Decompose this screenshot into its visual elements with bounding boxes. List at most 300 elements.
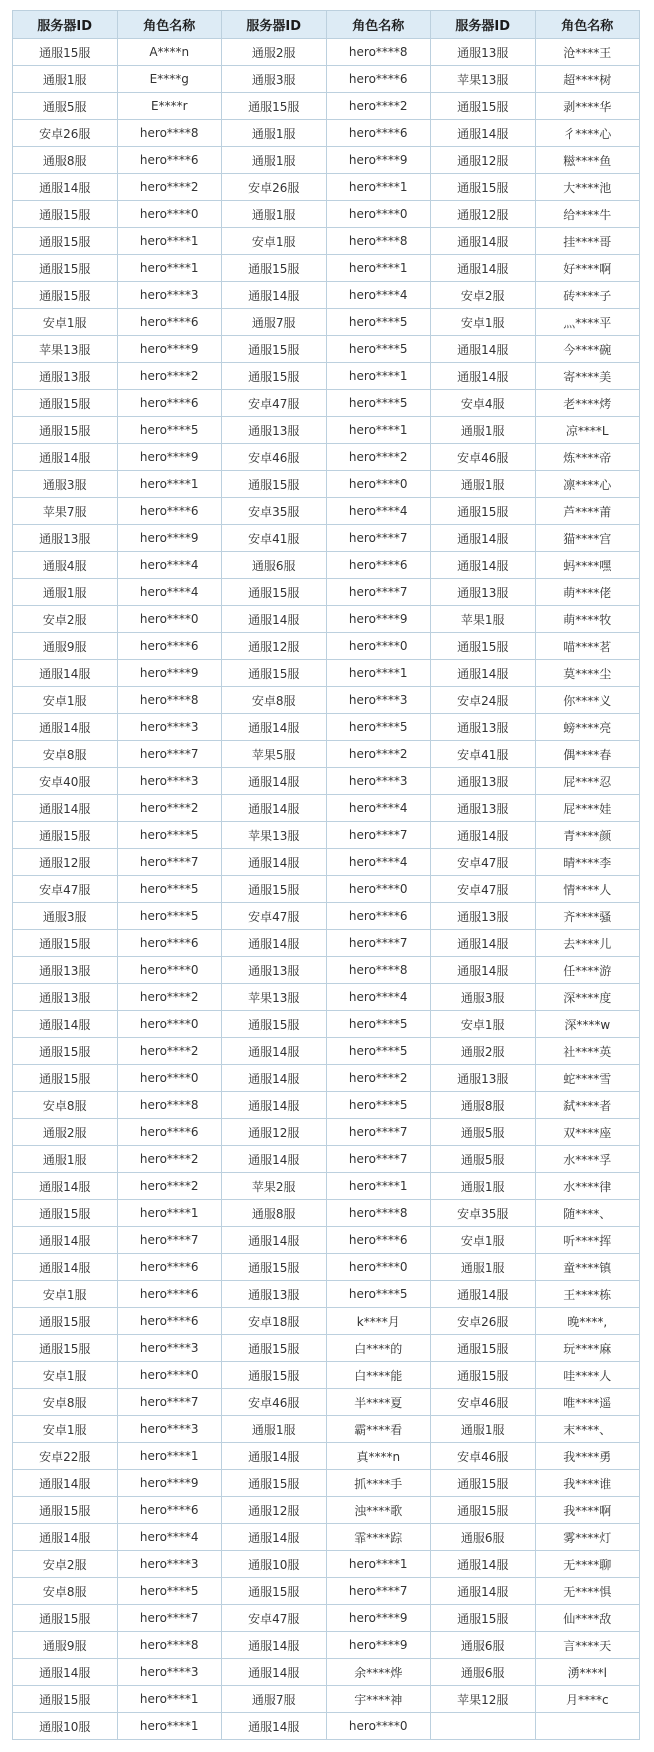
role-name-cell: hero****0 (117, 1065, 222, 1092)
role-name-cell: hero****6 (117, 1497, 222, 1524)
server-id-cell: 安卓24服 (431, 687, 536, 714)
role-name-cell: hero****7 (326, 822, 431, 849)
server-id-cell: 通服3服 (222, 66, 327, 93)
server-id-cell: 通服13服 (13, 525, 118, 552)
role-name-cell: 晚****, (535, 1308, 640, 1335)
role-name-cell: 湧****l (535, 1659, 640, 1686)
role-name-cell: 社****英 (535, 1038, 640, 1065)
role-name-cell: 凛****心 (535, 471, 640, 498)
server-id-cell: 安卓1服 (13, 687, 118, 714)
server-id-cell: 通服14服 (431, 120, 536, 147)
role-name-cell: hero****1 (117, 1686, 222, 1713)
server-id-cell: 通服14服 (431, 660, 536, 687)
role-name-cell: hero****8 (117, 687, 222, 714)
role-name-cell: hero****9 (117, 336, 222, 363)
server-id-cell: 通服14服 (222, 1443, 327, 1470)
role-name-cell: hero****6 (117, 1254, 222, 1281)
role-name-cell: hero****0 (326, 633, 431, 660)
role-name-cell: hero****6 (326, 903, 431, 930)
server-id-cell: 通服12服 (431, 201, 536, 228)
server-id-cell: 通服1服 (431, 471, 536, 498)
role-name-cell: 凉****L (535, 417, 640, 444)
table-row (13, 1362, 640, 1389)
role-name-cell: hero****3 (117, 1659, 222, 1686)
server-id-cell: 安卓46服 (222, 1389, 327, 1416)
role-name-cell: hero****1 (326, 1551, 431, 1578)
table-row (13, 1389, 640, 1416)
server-id-cell: 通服15服 (13, 930, 118, 957)
role-name-cell: hero****7 (326, 930, 431, 957)
server-id-cell: 通服14服 (222, 849, 327, 876)
table-row (13, 552, 640, 579)
role-name-cell: 偶****春 (535, 741, 640, 768)
server-id-cell: 通服15服 (431, 1605, 536, 1632)
server-id-cell: 安卓22服 (13, 1443, 118, 1470)
role-name-cell: hero****0 (326, 1254, 431, 1281)
role-name-cell: hero****2 (117, 1173, 222, 1200)
role-name-cell: hero****0 (326, 201, 431, 228)
table-row (13, 1281, 640, 1308)
server-id-cell: 安卓46服 (431, 1389, 536, 1416)
table-row (13, 147, 640, 174)
server-id-cell: 安卓47服 (431, 849, 536, 876)
role-name-cell: hero****3 (117, 714, 222, 741)
role-name-cell: 弑****者 (535, 1092, 640, 1119)
server-id-cell: 安卓46服 (222, 444, 327, 471)
table-row (13, 1308, 640, 1335)
server-id-cell: 通服9服 (13, 633, 118, 660)
role-name-cell: 玩****麻 (535, 1335, 640, 1362)
table-row (13, 1470, 640, 1497)
role-name-cell: 莫****尘 (535, 660, 640, 687)
server-id-cell: 通服14服 (431, 822, 536, 849)
table-row (13, 390, 640, 417)
role-name-cell: hero****4 (326, 282, 431, 309)
role-name-cell: hero****4 (117, 552, 222, 579)
server-id-cell: 通服13服 (431, 714, 536, 741)
server-id-cell: 安卓1服 (431, 309, 536, 336)
table-row (13, 822, 640, 849)
table-row (13, 660, 640, 687)
table-row (13, 417, 640, 444)
role-name-cell: 双****座 (535, 1119, 640, 1146)
server-id-cell: 通服15服 (431, 1362, 536, 1389)
server-id-cell: 通服15服 (13, 39, 118, 66)
server-id-cell: 通服14服 (431, 552, 536, 579)
server-id-cell: 通服14服 (222, 1524, 327, 1551)
server-id-cell: 通服4服 (13, 552, 118, 579)
server-id-cell: 通服7服 (222, 1686, 327, 1713)
role-name-cell: hero****1 (117, 255, 222, 282)
server-id-cell: 通服13服 (222, 957, 327, 984)
role-name-cell: hero****7 (326, 1146, 431, 1173)
role-name-cell: hero****3 (326, 768, 431, 795)
server-id-cell: 安卓8服 (13, 741, 118, 768)
server-id-cell: 通服15服 (431, 1470, 536, 1497)
server-id-cell: 通服15服 (222, 336, 327, 363)
server-id-cell: 通服14服 (222, 930, 327, 957)
server-id-cell: 通服13服 (431, 39, 536, 66)
server-id-cell: 通服7服 (222, 309, 327, 336)
role-name-cell: hero****2 (326, 444, 431, 471)
table-row (13, 1551, 640, 1578)
server-id-cell: 通服14服 (431, 255, 536, 282)
server-id-cell: 通服14服 (13, 1254, 118, 1281)
table-row (13, 66, 640, 93)
server-id-cell: 通服14服 (222, 1659, 327, 1686)
server-id-cell: 苹果5服 (222, 741, 327, 768)
col-header-server-id: 服务器ID (13, 11, 118, 39)
col-header-server-id: 服务器ID (431, 11, 536, 39)
role-name-cell: hero****4 (326, 849, 431, 876)
role-name-cell: hero****2 (326, 1065, 431, 1092)
server-id-cell: 通服14服 (222, 768, 327, 795)
server-id-cell: 苹果7服 (13, 498, 118, 525)
table-row (13, 1065, 640, 1092)
role-name-cell: hero****1 (117, 228, 222, 255)
role-name-cell: hero****6 (117, 390, 222, 417)
role-name-cell: 我****啊 (535, 1497, 640, 1524)
table-row (13, 498, 640, 525)
role-name-cell: hero****5 (117, 1578, 222, 1605)
server-id-cell: 通服14服 (13, 660, 118, 687)
role-name-cell: hero****7 (117, 741, 222, 768)
server-id-cell: 通服8服 (222, 1200, 327, 1227)
role-name-cell: hero****6 (326, 552, 431, 579)
server-id-cell: 安卓46服 (431, 1443, 536, 1470)
server-id-cell: 通服2服 (431, 1038, 536, 1065)
server-id-cell: 通服15服 (431, 93, 536, 120)
server-id-cell: 通服14服 (13, 1524, 118, 1551)
role-name-cell: hero****2 (117, 174, 222, 201)
role-name-cell: 你****义 (535, 687, 640, 714)
role-name-cell: 去****儿 (535, 930, 640, 957)
role-name-cell: 月****c (535, 1686, 640, 1713)
table-row (13, 336, 640, 363)
table-row (13, 1227, 640, 1254)
role-name-cell: 言****天 (535, 1632, 640, 1659)
server-id-cell: 通服14服 (13, 444, 118, 471)
role-name-cell: hero****1 (326, 1173, 431, 1200)
server-id-cell: 通服15服 (431, 174, 536, 201)
server-id-cell: 通服1服 (13, 579, 118, 606)
role-name-cell: 王****栋 (535, 1281, 640, 1308)
role-name-cell: 情****人 (535, 876, 640, 903)
role-name-cell: hero****5 (326, 1281, 431, 1308)
server-id-cell: 安卓8服 (13, 1578, 118, 1605)
role-name-cell: hero****5 (117, 903, 222, 930)
server-id-cell: 安卓26服 (13, 120, 118, 147)
role-name-cell: hero****8 (326, 228, 431, 255)
server-id-cell: 通服15服 (13, 1686, 118, 1713)
server-id-cell: 安卓2服 (431, 282, 536, 309)
server-id-cell: 安卓1服 (13, 309, 118, 336)
role-name-cell: hero****5 (117, 822, 222, 849)
server-id-cell: 通服6服 (431, 1632, 536, 1659)
table-row (13, 1092, 640, 1119)
server-id-cell: 通服12服 (13, 849, 118, 876)
server-id-cell: 通服1服 (431, 1173, 536, 1200)
server-id-cell: 通服15服 (13, 390, 118, 417)
table-row (13, 174, 640, 201)
server-id-cell: 通服14服 (431, 1578, 536, 1605)
role-name-cell: 挂****哥 (535, 228, 640, 255)
server-id-cell: 通服14服 (13, 174, 118, 201)
server-id-cell: 安卓1服 (222, 228, 327, 255)
server-id-cell: 通服15服 (13, 228, 118, 255)
role-name-cell: hero****6 (117, 930, 222, 957)
server-id-cell: 安卓35服 (222, 498, 327, 525)
server-id-cell: 安卓47服 (13, 876, 118, 903)
server-id-cell: 通服1服 (222, 201, 327, 228)
role-name-cell: hero****6 (117, 147, 222, 174)
server-id-cell: 通服5服 (431, 1146, 536, 1173)
role-name-cell: hero****0 (117, 957, 222, 984)
table-row (13, 579, 640, 606)
role-name-cell: hero****7 (326, 1119, 431, 1146)
role-name-cell: hero****7 (326, 525, 431, 552)
server-id-cell: 苹果2服 (222, 1173, 327, 1200)
role-name-cell: hero****1 (326, 255, 431, 282)
server-id-cell: 通服15服 (222, 579, 327, 606)
role-name-cell: hero****6 (117, 309, 222, 336)
server-id-cell: 通服15服 (222, 1011, 327, 1038)
server-id-cell: 通服14服 (222, 1065, 327, 1092)
role-name-cell: 晴****李 (535, 849, 640, 876)
table-row (13, 309, 640, 336)
role-name-cell: hero****5 (326, 309, 431, 336)
role-name-cell: hero****2 (326, 741, 431, 768)
server-id-cell: 通服1服 (13, 66, 118, 93)
role-name-cell: 萌****牧 (535, 606, 640, 633)
role-name-cell: A****n (117, 39, 222, 66)
role-name-cell: hero****6 (326, 120, 431, 147)
table-row (13, 1146, 640, 1173)
server-id-cell: 通服14服 (222, 714, 327, 741)
server-id-cell: 通服5服 (13, 93, 118, 120)
server-id-cell: 安卓2服 (13, 606, 118, 633)
role-name-cell: 芦****莆 (535, 498, 640, 525)
server-id-cell: 安卓8服 (13, 1092, 118, 1119)
role-name-cell: 白****能 (326, 1362, 431, 1389)
role-name-cell: hero****9 (326, 1605, 431, 1632)
role-name-cell: hero****6 (117, 1308, 222, 1335)
server-id-cell: 安卓47服 (222, 1605, 327, 1632)
table-row (13, 1443, 640, 1470)
header-row (13, 11, 640, 39)
table-row (13, 768, 640, 795)
role-name-cell: hero****8 (326, 1200, 431, 1227)
role-name-cell: 今****碗 (535, 336, 640, 363)
role-name-cell: hero****9 (117, 525, 222, 552)
role-name-cell: 浊****歌 (326, 1497, 431, 1524)
role-name-cell: 给****牛 (535, 201, 640, 228)
role-name-cell: hero****1 (326, 417, 431, 444)
server-id-cell: 通服8服 (13, 147, 118, 174)
table-row (13, 39, 640, 66)
role-name-cell: 霸****看 (326, 1416, 431, 1443)
role-name-cell: hero****3 (117, 1416, 222, 1443)
role-name-cell: hero****0 (117, 201, 222, 228)
server-id-cell: 通服14服 (222, 1632, 327, 1659)
table-row (13, 1632, 640, 1659)
table-row (13, 984, 640, 1011)
server-id-cell: 安卓1服 (13, 1362, 118, 1389)
server-id-cell: 通服15服 (222, 93, 327, 120)
server-id-cell: 安卓4服 (431, 390, 536, 417)
server-id-cell: 通服14服 (13, 1470, 118, 1497)
server-id-cell: 通服1服 (13, 1146, 118, 1173)
role-name-cell: 真****n (326, 1443, 431, 1470)
table-row (13, 633, 640, 660)
server-id-cell: 通服15服 (431, 498, 536, 525)
server-id-cell: 通服10服 (222, 1551, 327, 1578)
role-name-cell: 好****啊 (535, 255, 640, 282)
server-id-cell: 通服15服 (222, 660, 327, 687)
server-id-cell: 通服15服 (13, 1605, 118, 1632)
server-id-cell: 通服15服 (222, 1578, 327, 1605)
server-id-cell: 通服14服 (222, 606, 327, 633)
role-name-cell: 水****律 (535, 1173, 640, 1200)
server-id-cell: 通服15服 (13, 1200, 118, 1227)
server-id-cell: 通服12服 (222, 633, 327, 660)
server-id-cell: 安卓1服 (13, 1416, 118, 1443)
role-name-cell: 霏****踪 (326, 1524, 431, 1551)
table-row (13, 687, 640, 714)
server-id-cell: 通服14服 (431, 525, 536, 552)
server-id-cell: 安卓8服 (13, 1389, 118, 1416)
server-id-cell: 通服2服 (13, 1119, 118, 1146)
role-name-cell: 砖****子 (535, 282, 640, 309)
table-row (13, 525, 640, 552)
table-row (13, 1038, 640, 1065)
role-name-cell: k****月 (326, 1308, 431, 1335)
role-name-cell: hero****6 (117, 1119, 222, 1146)
server-id-cell: 通服15服 (222, 876, 327, 903)
role-name-cell: hero****7 (326, 579, 431, 606)
role-name-cell: hero****6 (326, 1227, 431, 1254)
server-id-cell: 安卓1服 (431, 1227, 536, 1254)
role-name-cell: 超****树 (535, 66, 640, 93)
table-row (13, 849, 640, 876)
role-name-cell: E****r (117, 93, 222, 120)
server-id-cell: 通服15服 (13, 1497, 118, 1524)
role-name-cell: hero****4 (326, 498, 431, 525)
role-name-cell: 螃****亮 (535, 714, 640, 741)
server-id-cell: 通服6服 (222, 552, 327, 579)
server-id-cell: 通服14服 (222, 1146, 327, 1173)
table-row (13, 120, 640, 147)
role-name-cell: hero****5 (326, 390, 431, 417)
server-id-cell: 安卓40服 (13, 768, 118, 795)
table-row (13, 606, 640, 633)
table-row (13, 1200, 640, 1227)
role-name-cell: 深****w (535, 1011, 640, 1038)
role-name-cell: hero****9 (117, 1470, 222, 1497)
server-id-cell: 安卓26服 (222, 174, 327, 201)
role-name-cell: hero****5 (326, 1038, 431, 1065)
col-header-role-name: 角色名称 (535, 11, 640, 39)
server-id-cell: 安卓41服 (222, 525, 327, 552)
role-name-cell: 我****勇 (535, 1443, 640, 1470)
table-row (13, 471, 640, 498)
role-name-cell: 萌****佬 (535, 579, 640, 606)
table-row (13, 1659, 640, 1686)
role-name-cell: 抓****手 (326, 1470, 431, 1497)
role-name-cell: 糍****鱼 (535, 147, 640, 174)
role-name-cell: hero****1 (326, 660, 431, 687)
role-name-cell: 半****夏 (326, 1389, 431, 1416)
server-id-cell: 通服15服 (13, 822, 118, 849)
table-row (13, 1605, 640, 1632)
server-id-cell: 通服15服 (13, 282, 118, 309)
server-id-cell: 苹果12服 (431, 1686, 536, 1713)
table-row (13, 282, 640, 309)
table-row (13, 957, 640, 984)
role-name-cell: hero****0 (117, 1362, 222, 1389)
col-header-role-name: 角色名称 (117, 11, 222, 39)
server-id-cell: 安卓47服 (431, 876, 536, 903)
role-name-cell: hero****7 (326, 1578, 431, 1605)
role-name-cell: hero****9 (326, 1632, 431, 1659)
role-name-cell: hero****7 (117, 1605, 222, 1632)
role-name-cell: 剥****华 (535, 93, 640, 120)
server-id-cell: 通服1服 (222, 1416, 327, 1443)
server-id-cell: 通服5服 (431, 1119, 536, 1146)
role-name-cell: 童****镇 (535, 1254, 640, 1281)
server-id-cell: 通服14服 (222, 282, 327, 309)
role-name-cell: hero****1 (117, 1713, 222, 1740)
server-id-cell: 通服1服 (222, 147, 327, 174)
role-name-cell: hero****2 (117, 795, 222, 822)
role-name-cell: 水****孚 (535, 1146, 640, 1173)
server-id-cell: 通服14服 (431, 930, 536, 957)
table-row (13, 1335, 640, 1362)
role-name-cell: hero****2 (117, 363, 222, 390)
server-id-cell: 苹果13服 (222, 984, 327, 1011)
role-name-cell: 末****、 (535, 1416, 640, 1443)
role-name-cell: hero****7 (117, 1389, 222, 1416)
role-name-cell: hero****7 (117, 1227, 222, 1254)
role-name-cell: hero****2 (117, 1146, 222, 1173)
col-header-server-id: 服务器ID (222, 11, 327, 39)
table-row (13, 1524, 640, 1551)
role-name-cell: 沧****王 (535, 39, 640, 66)
role-name-cell: hero****4 (117, 1524, 222, 1551)
role-name-cell: hero****0 (326, 876, 431, 903)
role-name-cell: 唯****遥 (535, 1389, 640, 1416)
role-name-cell: 蛇****雪 (535, 1065, 640, 1092)
server-id-cell: 通服14服 (222, 1227, 327, 1254)
role-name-cell: hero****0 (326, 1713, 431, 1740)
role-name-cell: hero****4 (117, 579, 222, 606)
table-row (13, 201, 640, 228)
server-id-cell: 通服14服 (13, 795, 118, 822)
role-name-cell: hero****4 (326, 984, 431, 1011)
server-id-cell: 安卓8服 (222, 687, 327, 714)
server-id-cell: 通服14服 (222, 1092, 327, 1119)
role-name-cell: hero****5 (326, 336, 431, 363)
role-name-cell: 宇****神 (326, 1686, 431, 1713)
server-id-cell: 通服10服 (13, 1713, 118, 1740)
role-name-cell: hero****0 (117, 606, 222, 633)
role-name-cell: hero****3 (326, 687, 431, 714)
role-name-cell: hero****5 (117, 876, 222, 903)
server-id-cell: 通服15服 (222, 255, 327, 282)
server-id-cell: 通服6服 (431, 1659, 536, 1686)
server-id-cell: 通服14服 (431, 363, 536, 390)
role-name-cell: 雾****灯 (535, 1524, 640, 1551)
